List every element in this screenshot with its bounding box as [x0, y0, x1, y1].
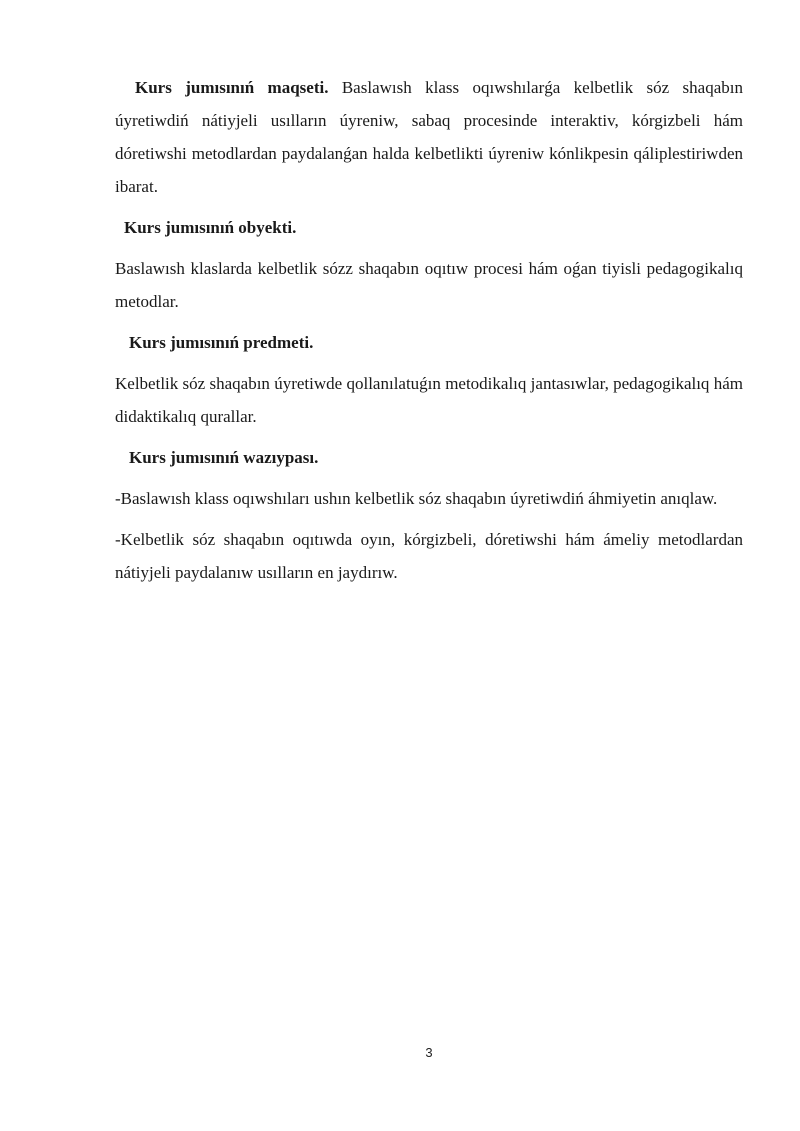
task-item: -Kelbetlik sóz shaqabın oqıtıwda oyın, kórgizbeli, dóretiwshi hám ámeliy metodlardan nátiyjeli paydalanıw usılların en jaydırıw.: [115, 530, 743, 582]
goal-heading: Kurs jumısınıń maqseti.: [135, 78, 329, 97]
tasks-heading: Kurs jumısınıń wazıypası.: [129, 448, 319, 467]
subject-heading: Kurs jumısınıń predmeti.: [129, 333, 314, 352]
subject-text: Kelbetlik sóz shaqabın úyretiwde qollanılatuǵın metodikalıq jantasıwlar, pedagogikalıq hám didaktikalıq qurallar.: [115, 374, 743, 426]
object-text: Baslawısh klaslarda kelbetlik sózz shaqabın oqıtıw procesi hám oǵan tiyisli pedagogikalıq metodlar.: [115, 259, 743, 311]
goal-paragraph: [115, 71, 743, 203]
page-content: [115, 71, 743, 589]
task-item: -Baslawısh klass oqıwshıları ushın kelbetlik sóz shaqabın úyretiwdiń áhmiyetin anıqlaw.: [115, 489, 718, 508]
goal-text: Baslawısh klass oqıwshılarǵa kelbetlik sóz shaqabın úyretiwdiń nátiyjeli usılların úyreniw, sabaq procesinde interaktiv, kórgizbeli hám dóretiwshi metodlardan paydalanǵan halda kelbetlikti úyreniw kónlikpesin qáliplestiriwden ibarat.: [115, 78, 743, 196]
page-number: 3: [425, 1045, 433, 1060]
object-heading: Kurs jumısınıń obyekti.: [124, 218, 297, 237]
